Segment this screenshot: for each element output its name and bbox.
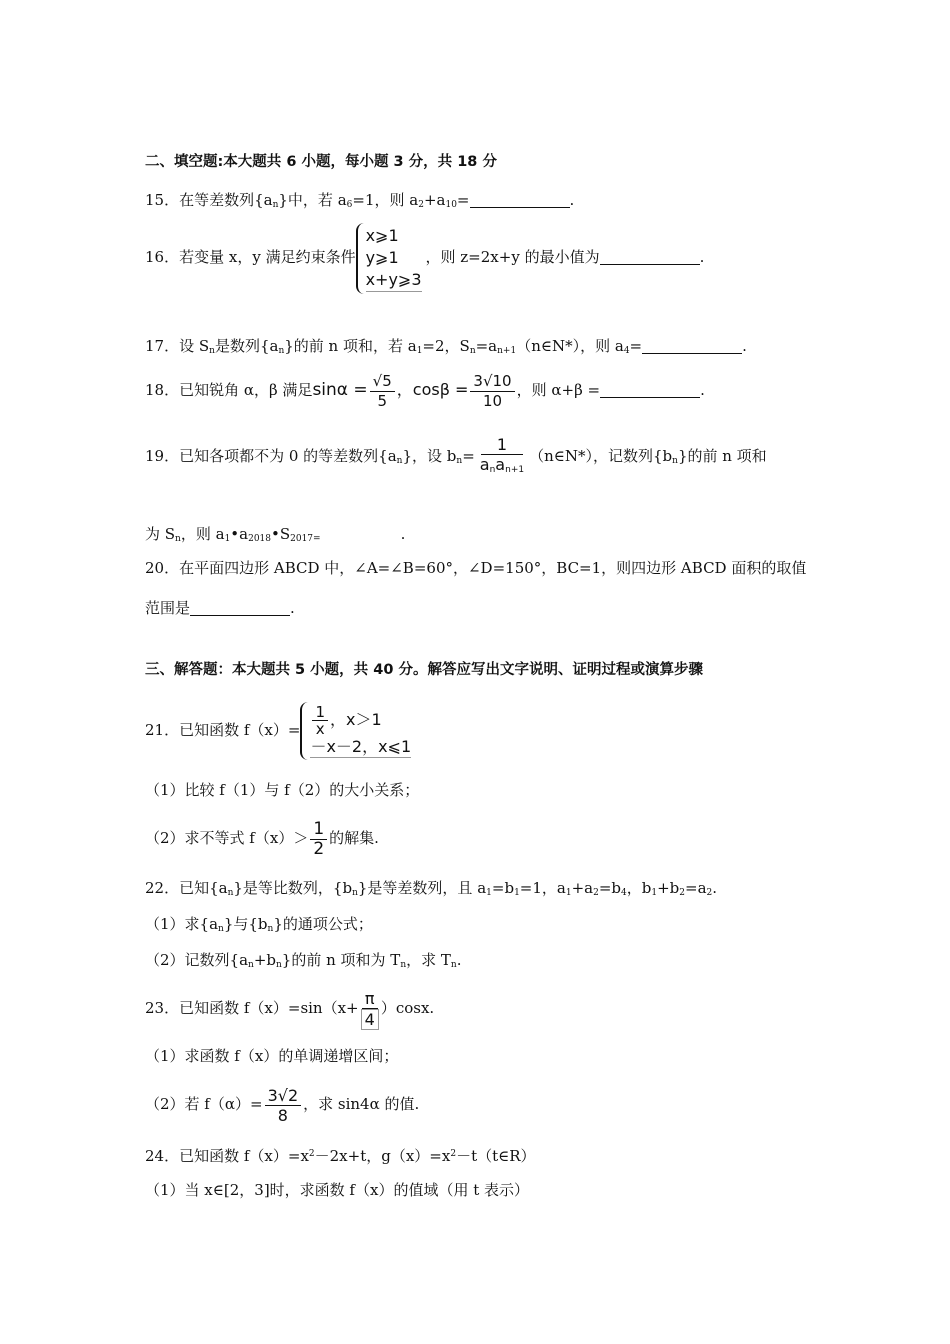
q18-sin-fraction — [370, 372, 395, 411]
q21-fraction — [310, 820, 327, 859]
question-24 — [145, 1144, 536, 1166]
q15-text: = — [456, 191, 470, 209]
q20-text: 范围是 — [145, 599, 191, 617]
q18-cos-fraction — [470, 372, 514, 411]
q16-number: 16． — [145, 248, 180, 266]
question-23-part-1: （1）求函数 f（x）的单调递增区间； — [145, 1047, 399, 1065]
q16-constraint: x⩾1 — [365, 225, 399, 245]
subscript: 1 — [565, 888, 572, 898]
q15-text: }中，若 a — [278, 191, 347, 209]
q19-end: . — [400, 525, 406, 543]
text-fragment: }是等差数列，且 a — [357, 879, 487, 897]
q19-sub: n — [672, 456, 678, 466]
q17-sub: n+1 — [497, 346, 517, 356]
q22-number: 22． — [145, 879, 180, 897]
text-fragment: 3√2 — [265, 1086, 302, 1106]
subscript: 1 — [651, 888, 658, 898]
text-fragment: +b — [657, 879, 680, 897]
q21-case-1 — [310, 704, 411, 737]
subscript: 2 — [706, 888, 713, 898]
q19-text: （n∈N*），记数列{b — [529, 447, 673, 465]
text-fragment: 8 — [277, 1105, 288, 1125]
q23-fraction-2 — [265, 1086, 302, 1125]
q18-cos-expr: ，cosβ = — [396, 380, 469, 399]
q16-text: ，则 z=2x+y 的最小值为 — [425, 248, 600, 266]
text-fragment: }是等比数列，{b — [233, 879, 353, 897]
text-fragment: x — [315, 720, 325, 738]
question-19 — [145, 428, 767, 489]
subscript: 1 — [486, 888, 492, 898]
q17-end: . — [742, 337, 747, 355]
q17-text: = — [629, 337, 643, 355]
q19-number: 19． — [145, 447, 180, 465]
q23-text: 已知函数 f（x）=sin（x+ — [179, 999, 359, 1017]
q20-answer-blank — [190, 600, 290, 616]
q15-text: =1，则 a — [352, 191, 419, 209]
q19-sub: n — [396, 456, 403, 466]
text-fragment: －t（t∈R） — [456, 1147, 536, 1165]
question-16 — [145, 222, 704, 294]
subscript: 1 — [514, 888, 520, 898]
q19-text: •a — [230, 525, 249, 543]
superscript: 2 — [308, 1149, 315, 1159]
text-fragment: a — [495, 454, 506, 474]
subscript: n — [450, 960, 457, 970]
q17-text: =a — [475, 337, 498, 355]
q17-sub: n — [469, 346, 476, 356]
q21-text: （2）求不等式 f（x）＞ — [145, 829, 309, 847]
question-20 — [145, 558, 806, 578]
q18-answer-blank — [600, 382, 700, 398]
text-fragment: ，b — [626, 879, 652, 897]
q16-constraint-system — [356, 223, 426, 294]
subscript: n — [400, 960, 407, 970]
q21-text: 已知函数 f（x）= — [179, 721, 301, 739]
q17-text: （n∈N*），则 a — [516, 337, 624, 355]
text-fragment: 4 — [361, 1009, 379, 1030]
text-fragment: 已知函数 f（x）=x — [179, 1147, 309, 1165]
q18-number: 18． — [145, 381, 180, 399]
text-fragment: }与{b — [223, 915, 268, 933]
q19-text: 已知各项都不为 0 的等差数列{a — [179, 447, 397, 465]
text-fragment: （2）记数列{a — [145, 951, 249, 969]
text-fragment: ，x＞1 — [330, 710, 382, 729]
q21-text: 的解集. — [329, 829, 379, 847]
superscript: 2 — [450, 1149, 457, 1159]
q18-cos-numerator: 3√10 — [470, 372, 514, 392]
subscript: 2 — [679, 888, 685, 898]
q21-case-2: －x－2，x⩽1 — [310, 737, 412, 756]
subscript: n — [352, 888, 358, 898]
q17-sub: 4 — [623, 346, 630, 356]
text-fragment: . — [456, 951, 462, 969]
q19-fraction — [477, 435, 527, 480]
q19-text: }，设 b — [402, 447, 457, 465]
q23-text: （2）若 f（α）= — [145, 1095, 263, 1113]
q16-answer-blank — [600, 249, 700, 265]
text-fragment: 已知{a — [179, 879, 228, 897]
q23-fraction — [361, 989, 379, 1030]
question-19-line-2 — [145, 524, 405, 549]
question-22-part-2 — [145, 950, 461, 975]
q17-text: 是数列{a — [214, 337, 279, 355]
q17-answer-blank — [642, 338, 742, 354]
question-24-part-1: （1）当 x∈[2，3]时，求函数 f（x）的值域（用 t 表示） — [145, 1181, 530, 1199]
subscript: 2 — [593, 888, 599, 898]
subscript: 4 — [621, 888, 627, 898]
q16-constraint: y⩾1 — [365, 247, 399, 267]
section-2-heading: 二、填空题:本大题共 6 小题，每小题 3 分，共 18 分 — [145, 154, 497, 170]
text-fragment: 2 — [313, 838, 325, 859]
q19-sub: n — [175, 534, 181, 544]
q20-text: 在平面四边形 ABCD 中，∠A=∠B=60°，∠D=150°，BC=1，则四边形 ABCD 面积的取值 — [179, 559, 807, 577]
q18-text: ，则 α+β = — [516, 381, 601, 399]
q19-denominator — [477, 455, 527, 480]
text-fragment: +b — [253, 951, 276, 969]
q15-sub: 6 — [346, 200, 353, 210]
q15-number: 15． — [145, 191, 180, 209]
question-23 — [145, 984, 434, 1032]
text-fragment: 1 — [312, 704, 328, 721]
question-17 — [145, 336, 747, 361]
q19-text: 为 S — [145, 525, 176, 543]
text-fragment: . — [712, 879, 718, 897]
q17-number: 17． — [145, 337, 180, 355]
q23-text: ）cosx. — [380, 999, 435, 1017]
q19-sub: 2018 — [248, 534, 271, 544]
text-fragment: +a — [571, 879, 594, 897]
q20-number: 20． — [145, 559, 180, 577]
text-fragment: ，求 T — [406, 951, 451, 969]
question-21-part-1: （1）比较 f（1）与 f（2）的大小关系； — [145, 781, 420, 799]
question-22 — [145, 878, 717, 903]
q19-numerator: 1 — [481, 435, 523, 455]
q16-text: 若变量 x，y 满足约束条件 — [179, 248, 356, 266]
q15-text: +a — [423, 191, 446, 209]
q19-text: }的前 n 项和 — [677, 447, 767, 465]
q16-constraint: x+y⩾3 — [366, 269, 422, 292]
text-fragment: =1，a — [519, 879, 566, 897]
q17-text: =2，S — [422, 337, 470, 355]
text-fragment: π — [362, 989, 378, 1009]
q23-number: 23． — [145, 999, 180, 1017]
q19-text: •S — [271, 525, 291, 543]
text-fragment: =b — [598, 879, 622, 897]
subscript: n — [248, 960, 254, 970]
question-18 — [145, 366, 705, 414]
q21-piecewise — [300, 702, 415, 760]
q15-end: . — [569, 191, 575, 209]
q21-number: 21． — [145, 721, 180, 739]
q23-text: ，求 sin4α 的值. — [303, 1095, 420, 1113]
q18-end: . — [700, 381, 705, 399]
subscript: n — [218, 924, 224, 934]
text-fragment — [312, 704, 328, 737]
q17-text: 设 S — [179, 337, 210, 355]
q24-number: 24． — [145, 1147, 180, 1165]
subscript: n+1 — [505, 464, 525, 475]
question-20-line-2 — [145, 598, 295, 618]
q17-sub: n — [278, 346, 285, 356]
question-22-part-1 — [145, 914, 373, 939]
text-fragment: －2x+t，g（x）=x — [314, 1147, 451, 1165]
q17-text: }的前 n 项和，若 a — [284, 337, 417, 355]
text-fragment: =a — [685, 879, 707, 897]
subscript: n — [276, 960, 282, 970]
q20-end: . — [290, 599, 295, 617]
text-fragment: a — [479, 454, 490, 474]
subscript: n — [489, 464, 496, 475]
question-21-part-2 — [145, 814, 379, 862]
text-fragment: （1）求{a — [145, 915, 219, 933]
text-fragment: }的前 n 项和为 T — [281, 951, 401, 969]
q15-sub: 2 — [418, 200, 424, 210]
q18-text: 已知锐角 α，β 满足 — [179, 381, 313, 399]
q18-sin-expr: sinα = — [312, 380, 368, 400]
text-fragment: =b — [491, 879, 515, 897]
q15-text: 在等差数列{a — [179, 191, 273, 209]
subscript: n — [227, 888, 234, 898]
question-15 — [145, 190, 574, 215]
q16-end: . — [699, 248, 705, 266]
q19-text: = — [462, 447, 475, 465]
question-23-part-2 — [145, 1080, 419, 1128]
q19-sub: 1 — [224, 534, 231, 544]
q18-cos-denominator: 10 — [482, 391, 503, 410]
text-fragment: }的通项公式； — [273, 915, 373, 933]
q19-text: ，则 a — [180, 525, 225, 543]
q18-sin-denominator: 5 — [377, 391, 387, 410]
q18-sin-numerator: √5 — [370, 372, 395, 392]
q19-sub: 2017 — [290, 534, 314, 544]
q19-text: = — [313, 534, 321, 544]
text-fragment: 1 — [310, 820, 327, 840]
q17-sub: n — [209, 346, 215, 356]
subscript: n — [267, 924, 274, 934]
q15-answer-blank — [470, 192, 570, 208]
q15-sub: n — [272, 200, 279, 210]
q17-sub: 1 — [416, 346, 423, 356]
q15-sub: 10 — [445, 200, 457, 210]
section-3-heading: 三、解答题：本大题共 5 小题，共 40 分。解答应写出文字说明、证明过程或演算步骤 — [145, 662, 703, 678]
q19-sub: n — [456, 456, 463, 466]
question-21 — [145, 692, 415, 768]
